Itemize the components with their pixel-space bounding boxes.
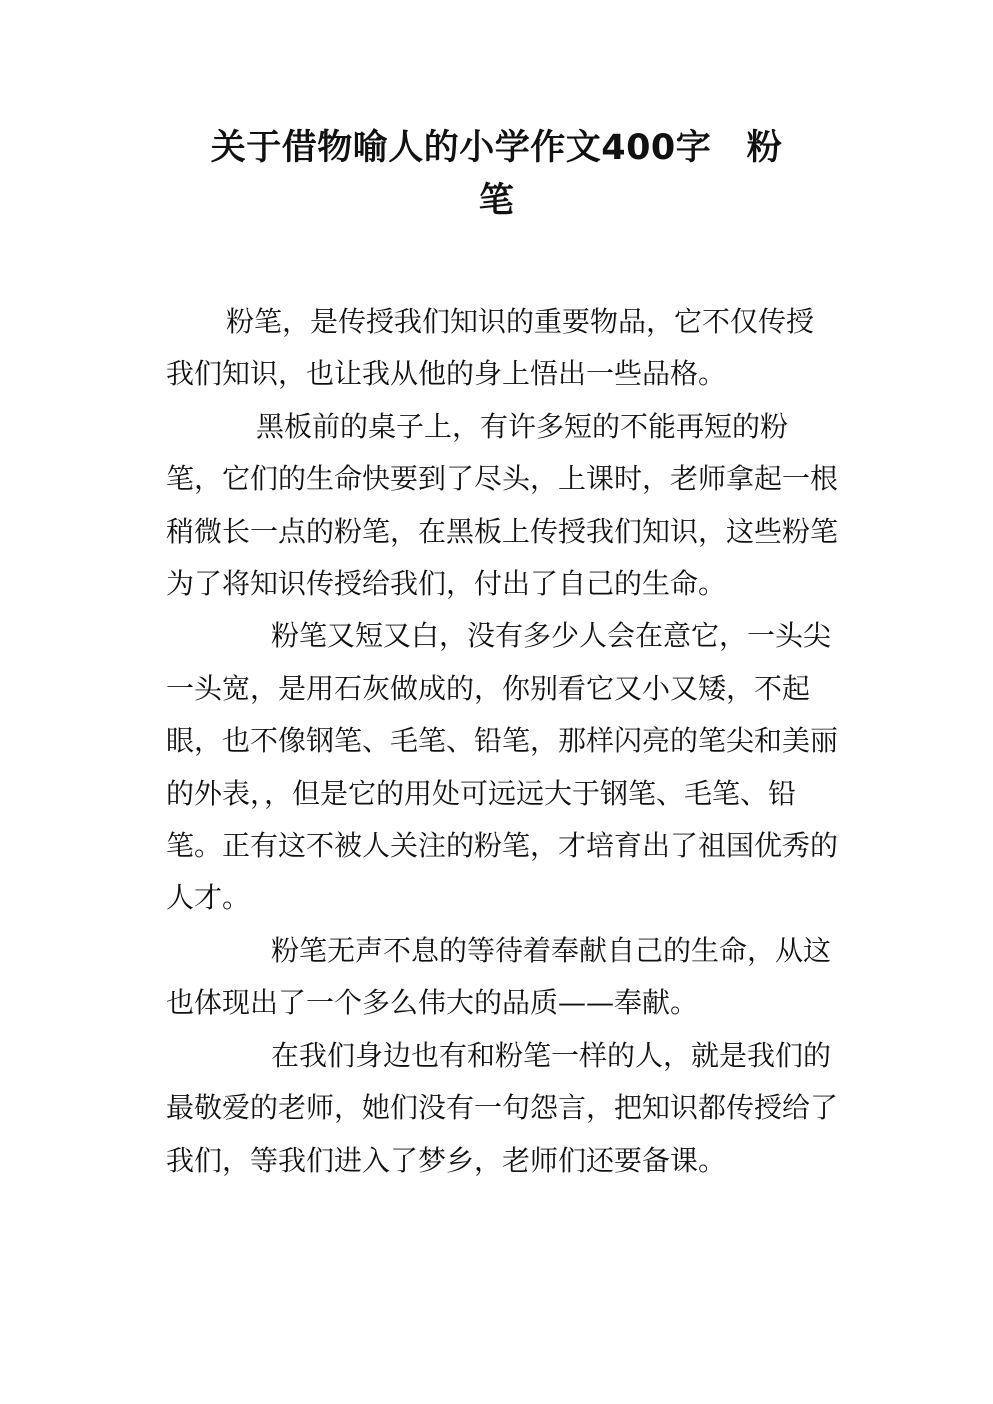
paragraph: 粉笔又短又白，没有多少人会在意它，一头尖一头宽，是用石灰做成的，你别看它又小又矮，不起眼，也不像钢笔、毛笔、铅笔，那样闪亮的笔尖和美丽的外表，，但是它的用处可远远大于钢笔、毛笔、铅笔。正有这不被人关注的粉笔，才培育出了祖国优秀的人才。 xyxy=(166,619,839,915)
paragraph: 粉笔，是传授我们知识的重要物品，它不仅传授我们知识，也让我从他的身上悟出一些品格。 xyxy=(166,305,815,391)
title-line-2: 笔 xyxy=(478,181,515,221)
paragraph: 粉笔无声不息的等待着奉献自己的生命，从这也体现出了一个多么伟大的品质——奉献。 xyxy=(166,933,832,1020)
paragraph: 黑板前的桌子上，有许多短的不能再短的粉笔，它们的生命快要到了尽头，上课时，老师拿起一根稍微长一点的粉笔，在黑板上传授我们知识，这些粉笔为了将知识传授给我们，付出了自己的生命。 xyxy=(166,409,839,601)
document-title xyxy=(160,122,833,228)
essay-body xyxy=(166,296,838,1187)
title-line-1: 关于借物喻人的小学作文400字 粉 xyxy=(210,128,783,168)
paragraph: 在我们身边也有和粉笔一样的人，就是我们的最敬爱的老师，她们没有一句怨言，把知识都传授给了我们，等我们进入了梦乡，老师们还要备课。 xyxy=(166,1038,839,1177)
